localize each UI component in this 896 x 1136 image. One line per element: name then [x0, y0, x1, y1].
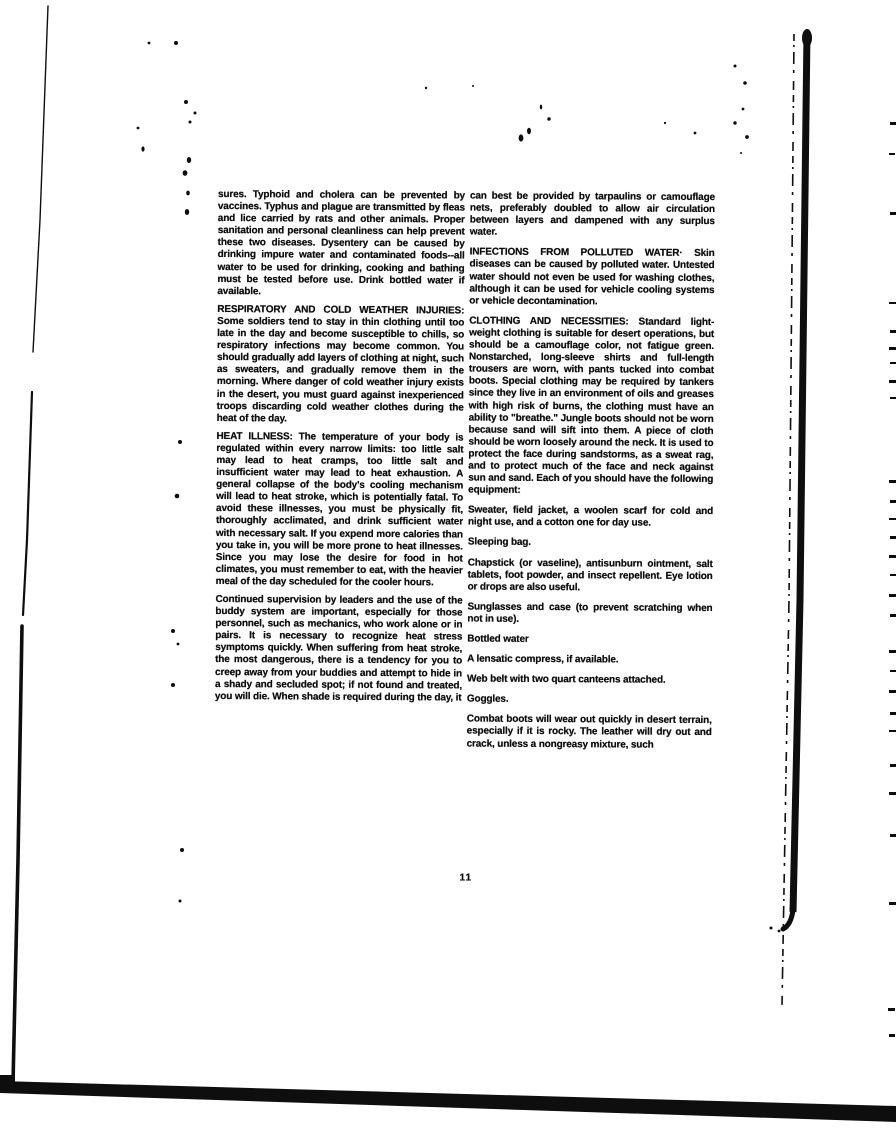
equipment-item-chapstick: Chapstick (or vaseline), antisunburn ointment, salt tablets, foot powder, and insect repellent. Eye lotion or drops are also useful. — [467, 557, 713, 593]
equipment-item-sunglasses: Sunglasses and case (to prevent scratching when not in use). — [467, 601, 713, 625]
paragraph-combat-boots: Combat boots will wear out quickly in desert terrain, especially if it is rocky. The leather will dry out and crack, unless a nongreasy mixture, such — [466, 713, 712, 751]
equipment-item-bottled-water: Bottled water — [467, 633, 529, 645]
equipment-item-sleeping-bag: Sleeping bag. — [467, 536, 531, 549]
paragraph-polluted-water: INFECTIONS FROM POLLUTED WATER· Skin diseases can be caused by polluted water. Untested water should not even be used for washing clothes, although it can be used for vehicle cooling systems or vehicle decontamination. — [469, 246, 715, 308]
paragraph-heat-illness: HEAT ILLNESS: The temperature of your body is regulated within every narrow limits: too little salt may lead to heat cramps, too little salt and insufficient water may lead to heat exhaustion. A general collapse of the body's cooling mechanism will lead to heat stroke, which is potentially fatal. To avoid these illnesses, you must be physically fit, thoroughly acclimated, and drink sufficient water with necessary salt. If you expend more calories than you take in, you will be more prone to heat illnesses. Since you may lose the desire for food in hot climates, you must remember to eat, with the heavier meal of the day scheduled for the cooler hours. — [215, 430, 464, 589]
page-number: 11 — [459, 872, 473, 884]
equipment-item-goggles: Goggles. — [466, 693, 509, 706]
paragraph-buddy-system: Continued supervision by leaders and the use of the buddy system are important, especially for those personnel, such as mechanics, who work alone or in pairs. It is necessary to recognize heat stress symptoms quickly. When suffering from heat stroke, the most dangerous, there is a tendency for you to creep away from your buddies and attempt to hide in a shady and secluded spot; if not found and treated, you will die. When shade is required during the day, it — [214, 593, 463, 704]
text-column-right — [467, 191, 715, 760]
equipment-item-compress: A lensatic compress, if available. — [467, 653, 619, 666]
paragraph-respiratory-cold-injuries: RESPIRATORY AND COLD WEATHER INJURIES: Some soldiers tend to stay in thin clothing until too late in the day and become susceptible to chills, so respiratory infections may become common. You should gradually add layers of clothing at night, such as sweaters, and gradually remove them in the morning. Where danger of cold weather injury exists in the desert, you must guard against inexperienced troops discarding cold weather clothes during the heat of the day. — [216, 303, 465, 425]
paragraph-clothing-necessities: CLOTHING AND NECESSITIES: Standard light-weight clothing is suitable for desert operations, but should be a camouflage color, not fatigue green. Nonstarched, long-sleeve shirts and full-length trousers are worn, with pants tucked into combat boots. Special clothing may be required by tankers since they live in an environment of oils and greases with high risk of burns, the clothing must have an ability to "breathe." Jungle boots should not be worn because sand will sift into them. A piece of cloth should be worn loosely around the neck. It is used to protect the face during sandstorms, as a sweat rag, and to protect much of the face and neck against sun and sand. Each of you should have the following equipment: — [468, 315, 715, 496]
paragraph-diseases: sures. Typhoid and cholera can be prevented by vaccines. Typhus and plague are transmitted by fleas and lice carried by rats and other animals. Proper sanitation and personal cleanliness can help prevent these two diseases. Dysentery can be caused by drinking impure water and contaminated foods--all water to be used for drinking, cooking and bathing must be tested before use. Drink bottled water if available. — [217, 188, 466, 298]
paragraph-shade: can best be provided by tarpaulins or camouflage nets, preferably doubled to allow air circulation between layers and dampened with any surplus water. — [469, 190, 715, 238]
equipment-item-web-belt: Web belt with two quart canteens attached. — [466, 673, 666, 686]
equipment-item-sweater: Sweater, field jacket, a woolen scarf for cold and night use, and a cotton one for day use. — [467, 504, 714, 529]
text-column-left — [215, 189, 465, 710]
